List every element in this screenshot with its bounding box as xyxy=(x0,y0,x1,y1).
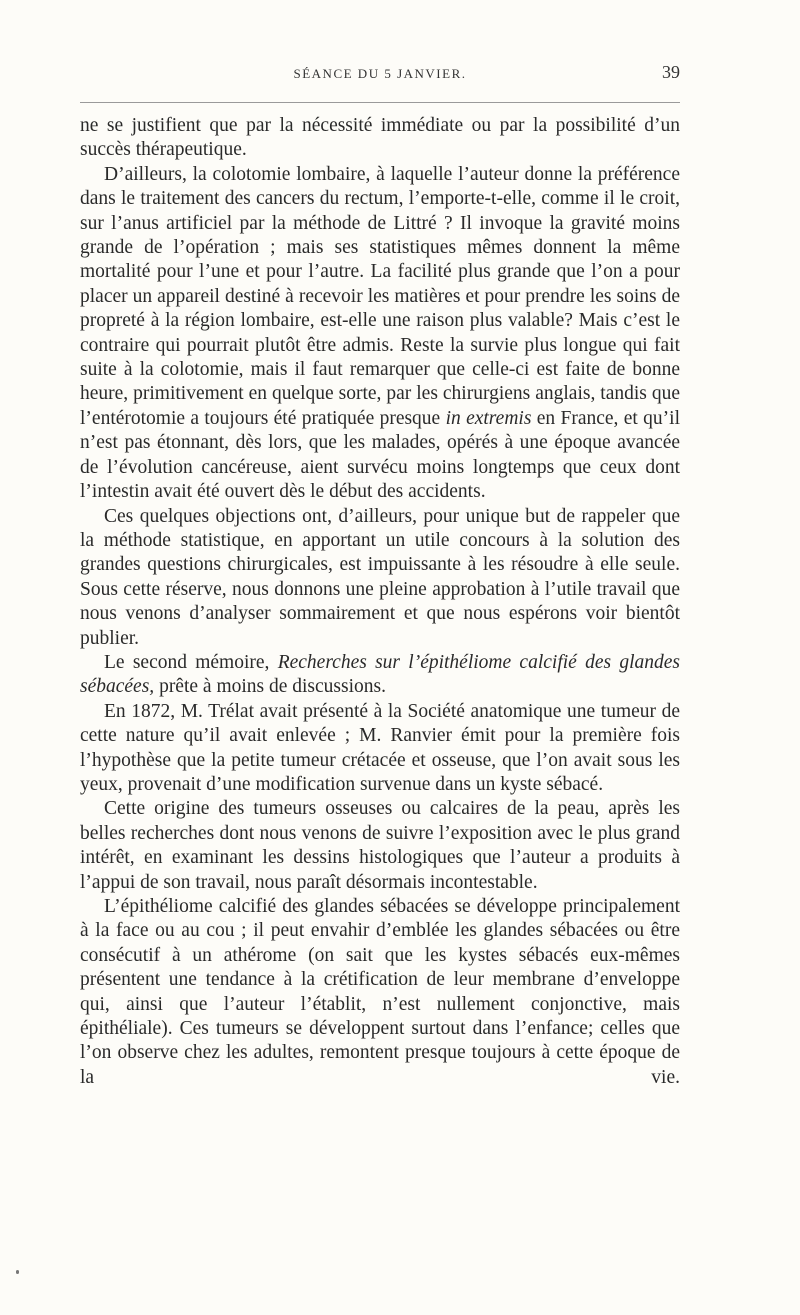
page-number: 39 xyxy=(662,62,680,82)
text-run: prête à moins de discussions. xyxy=(154,676,386,698)
paragraph xyxy=(80,700,680,798)
running-header xyxy=(80,60,680,86)
text-run: En 1872, M. Trélat avait présenté à la Société anatomique une tumeur de cette nature qu’il avait enlevée ; M. Ranvier émit pour la première fois l’hypothèse que la petite tumeur crétacée et osseuse, que l’on avait sous les yeux, provenait d’une modification survenue dans un kyste sébacé. xyxy=(80,700,680,795)
paper-speck xyxy=(16,1270,19,1274)
paragraph xyxy=(80,651,680,700)
text-run: D’ailleurs, la colotomie lombaire, à laquelle l’auteur donne la préférence dans le traitement des cancers du rectum, l’emporte-t-elle, comme il le croit, sur l’anus artificiel par la méthode de Littré ? Il invoque la gravité moins grande de l’opération ; mais ses statistiques mêmes donnent la même mortalité pour l’une et pour l’autre. La facilité plus grande que l’on a pour placer un appareil destiné à recevoir les matières et pour prendre les soins de propreté à la région lombaire, est-elle une raison plus valable? Mais c’est le contraire qui pourrait plutôt être admis. Reste la survie plus longue qui fait suite à la colotomie, mais il faut remarquer que celle-ci est faite de bonne heure, primitivement en quelque sorte, par les chirurgiens anglais, tandis que l’entérotomie a toujours été pratiquée presque xyxy=(80,163,680,429)
paragraph xyxy=(80,895,680,1090)
text-run: ne se justifient que par la nécessité immédiate ou par la possibilité d’un succès thérapeutique. xyxy=(80,115,680,161)
text-run: Ces quelques objections ont, d’ailleurs, pour unique but de rappeler que la méthode statistique, en apportant un utile concours à la solution des grandes questions chirurgicales, est impuissante à les résoudre à elle seule. Sous cette réserve, nous donnons une pleine approbation à l’utile travail que nous venons d’analyser sommairement et que nous espérons voir bientôt publier. xyxy=(80,505,680,649)
text-run: L’épithéliome calcifié des glandes sébacées se développe principalement à la face ou au cou ; il peut envahir d’emblée les glandes sébacées ou être consécutif à un athérome (on sait que les kystes sébacés eux-mêmes présentent une tendance à la crétification de leur membrane d’enveloppe qui, ainsi que l’auteur l’établit, n’est nullement conjonctive, mais épithéliale). Ces tumeurs se développent surtout dans l’enfance; celles que l’on observe chez les adultes, remontent presque toujours à cette époque de la vie. xyxy=(80,896,680,1088)
paragraph xyxy=(80,114,680,163)
paragraph xyxy=(80,797,680,895)
text-run: Le second mémoire, xyxy=(104,651,278,673)
italic-text: Recherches sur l’épithéliome calcifié des glandes sébacées, xyxy=(80,651,680,698)
text-run: en France, et qu’il n’est pas étonnant, dès lors, que les malades, opérés à une époque avancée de l’évolution cancéreuse, aient survécu moins longtemps que ceux dont l’intestin avait été ouvert dès le début des accidents. xyxy=(80,407,680,503)
running-head-title: SÉANCE DU 5 JANVIER. xyxy=(293,66,467,81)
text-run: Cette origine des tumeurs osseuses ou calcaires de la peau, après les belles recherches dont nous venons de suivre l’exposition avec le plus grand intérêt, en examinant les dessins histologiques que l’auteur a produits à l’appui de son travail, nous paraît désormais incontestable. xyxy=(80,798,680,893)
paragraph xyxy=(80,505,680,651)
header-rule xyxy=(80,102,680,103)
italic-text: in extremis xyxy=(445,407,532,429)
body-text xyxy=(80,114,680,1090)
paragraph xyxy=(80,163,680,505)
